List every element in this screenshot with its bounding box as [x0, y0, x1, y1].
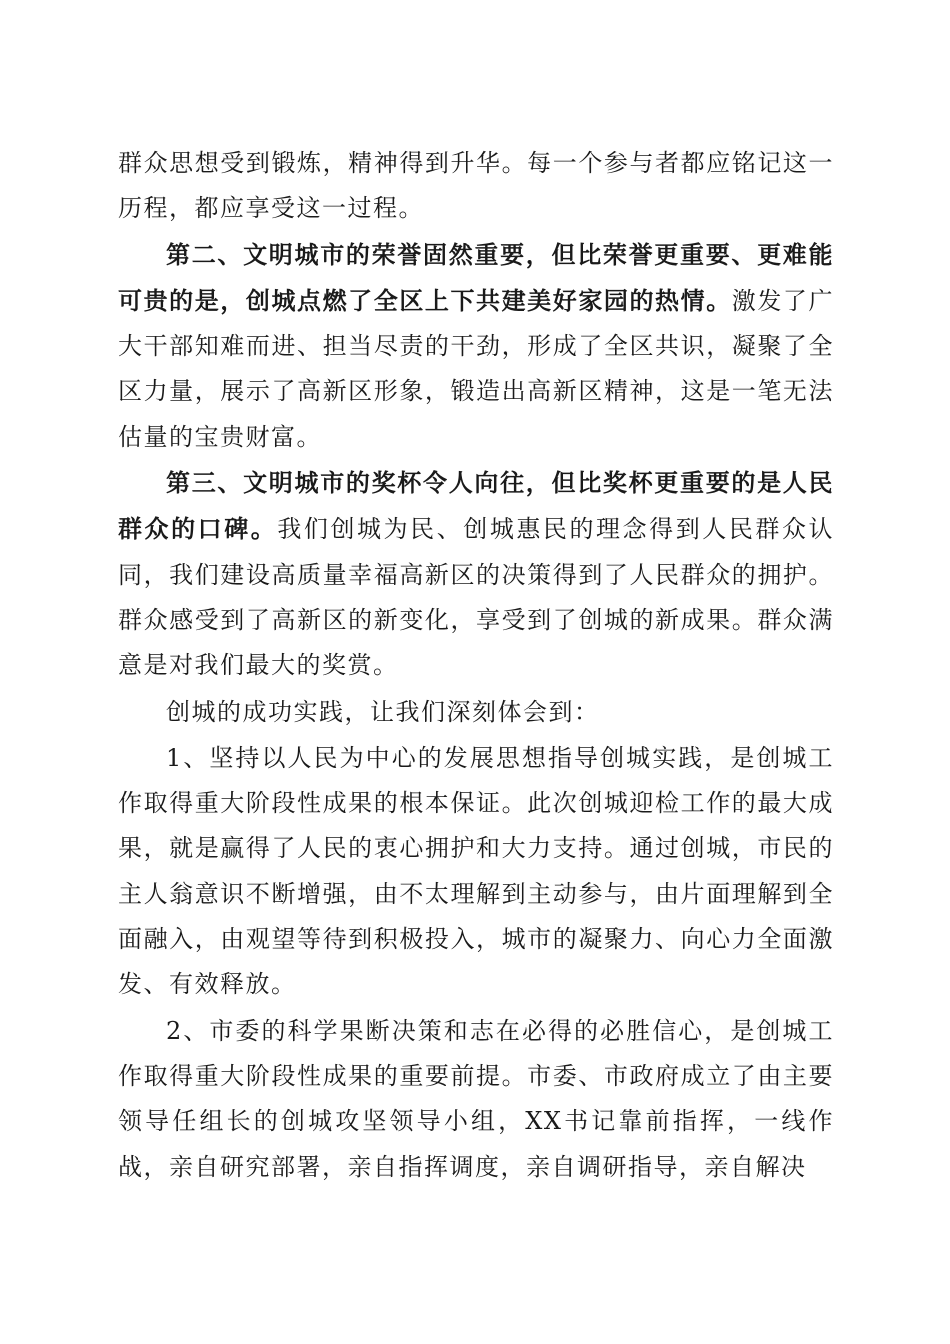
paragraph-3-text: 我们创城为民、创城惠民的理念得到人民群众认同，我们建设高质量幸福高新区的决策得到了人民群众的拥护。群众感受到了高新区的新变化，享受到了创城的新成果。群众满意是对我们最大的奖赏。 [118, 515, 835, 680]
paragraph-2-text: 激发了广大干部知难而进、担当尽责的干劲，形成了全区共识，凝聚了全区力量，展示了高新区形象，锻造出高新区精神，这是一笔无法估量的宝贵财富。 [118, 286, 835, 451]
paragraph-6 [118, 1008, 834, 1190]
paragraph-1-text: 群众思想受到锻炼，精神得到升华。每一个参与者都应铭记这一历程，都应享受这一过程。 [118, 149, 834, 223]
paragraph-5 [118, 735, 834, 1008]
paragraph-4 [118, 689, 834, 735]
paragraph-3 [118, 460, 834, 688]
paragraph-2 [118, 232, 834, 460]
paragraph-6-text: 2、市委的科学果断决策和志在必得的必胜信心，是创城工作取得重大阶段性成果的重要前提。市委、市政府成立了由主要领导任组长的创城攻坚领导小组，XX书记靠前指挥，一线作战，亲自研究部署，亲自指挥调度，亲自调研指导，亲自解决 [118, 1016, 834, 1181]
paragraph-3-lead: 第三、文明城市的奖杯令人向往，但比奖杯更重要的是人民群众的口碑。 [118, 468, 834, 544]
paragraph-2-lead: 第二、文明城市的荣誉固然重要，但比荣誉更重要、更难能可贵的是，创城点燃了全区上下共建美好家园的热情。 [118, 239, 834, 315]
paragraph-4-text: 创城的成功实践，让我们深刻体会到： [166, 697, 600, 726]
document-page [118, 140, 834, 1190]
paragraph-1 [118, 140, 834, 232]
paragraph-5-text: 1、坚持以人民为中心的发展思想指导创城实践，是创城工作取得重大阶段性成果的根本保证。此次创城迎检工作的最大成果，就是赢得了人民的衷心拥护和大力支持。通过创城，市民的主人翁意识不断增强，由不太理解到主动参与，由片面理解到全面融入，由观望等待到积极投入，城市的凝聚力、向心力全面激发、有效释放。 [118, 743, 834, 999]
